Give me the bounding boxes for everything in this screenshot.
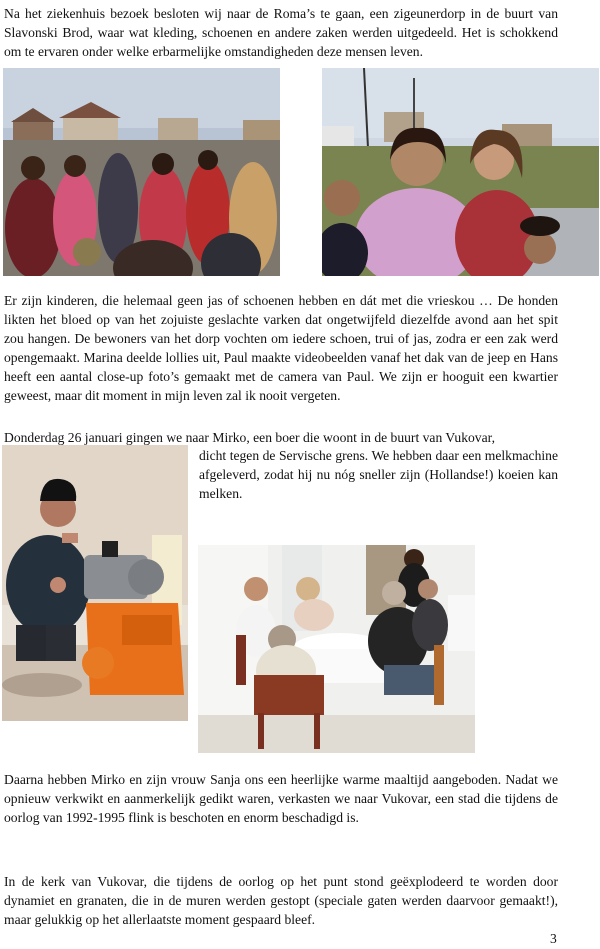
paragraph-church: In de kerk van Vukovar, die tijdens de oorlog op het punt stond geëxplodeerd te worden door dynamiet en granaten, die in de muren werden gestopt (speciale gaten werden daarvoor gemaakt!), maar gelukkig op het allerlaatste moment gespaard bleef. <box>4 874 558 927</box>
paragraph-village: Er zijn kinderen, die helemaal geen jas of schoenen hebben en dát met die vrieskou … De honden likten het bloed op van het zojuiste geslachte varken dat ongetwijfeld diezelfde avond aan het spit zou hangen. De bewoners van het dorp vochten om iedere schoen, trui of jas, zodra er een zak werd opengemaakt. Marina deelde lollies uit, Paul maakte videobeelden vanaf het dak van de jeep en Hans heeft een aantal close-up foto’s gemaakt met de camera van Paul. We zijn er hooguit een kwartier geweest, maar dit moment in mijn leven zal ik nooit vergeten. <box>4 293 558 403</box>
paragraph-intro: Na het ziekenhuis bezoek besloten wij naar de Roma’s te gaan, een zigeunerdorp in de buurt van Slavonski Brod, waar wat kleding, schoenen en andere zaken werden uitgedeeld. Het is schokkend om te ervaren onder welke erbarmelijke omstandigheden deze mensen leven. <box>4 6 558 59</box>
paragraph-thursday-continued: dicht tegen de Servische grens. We hebben daar een melkmachine afgeleverd, zodat hij nu nóg sneller zijn (Hollandse!) koeien kan melken. <box>199 448 558 501</box>
page-number: 3 <box>550 931 557 946</box>
paragraph-meal: Daarna hebben Mirko en zijn vrouw Sanja ons een heerlijke warme maaltijd aangeboden. Nadat we opnieuw verkwikt en aanmerkelijk gedikt waren, verkasten we naar Vukovar, een stad die tijdens de oorlog van 1992-1995 flink is beschoten en enorm beschadigd is. <box>4 772 558 825</box>
photo-children-closeup <box>322 68 599 276</box>
photo-family-meal <box>198 545 475 753</box>
photo-village-crowd <box>3 68 280 276</box>
photo-milking-machine <box>2 445 188 721</box>
paragraph-thursday: Donderdag 26 januari gingen we naar Mirko, een boer die woont in de buurt van Vukovar, <box>4 430 496 445</box>
